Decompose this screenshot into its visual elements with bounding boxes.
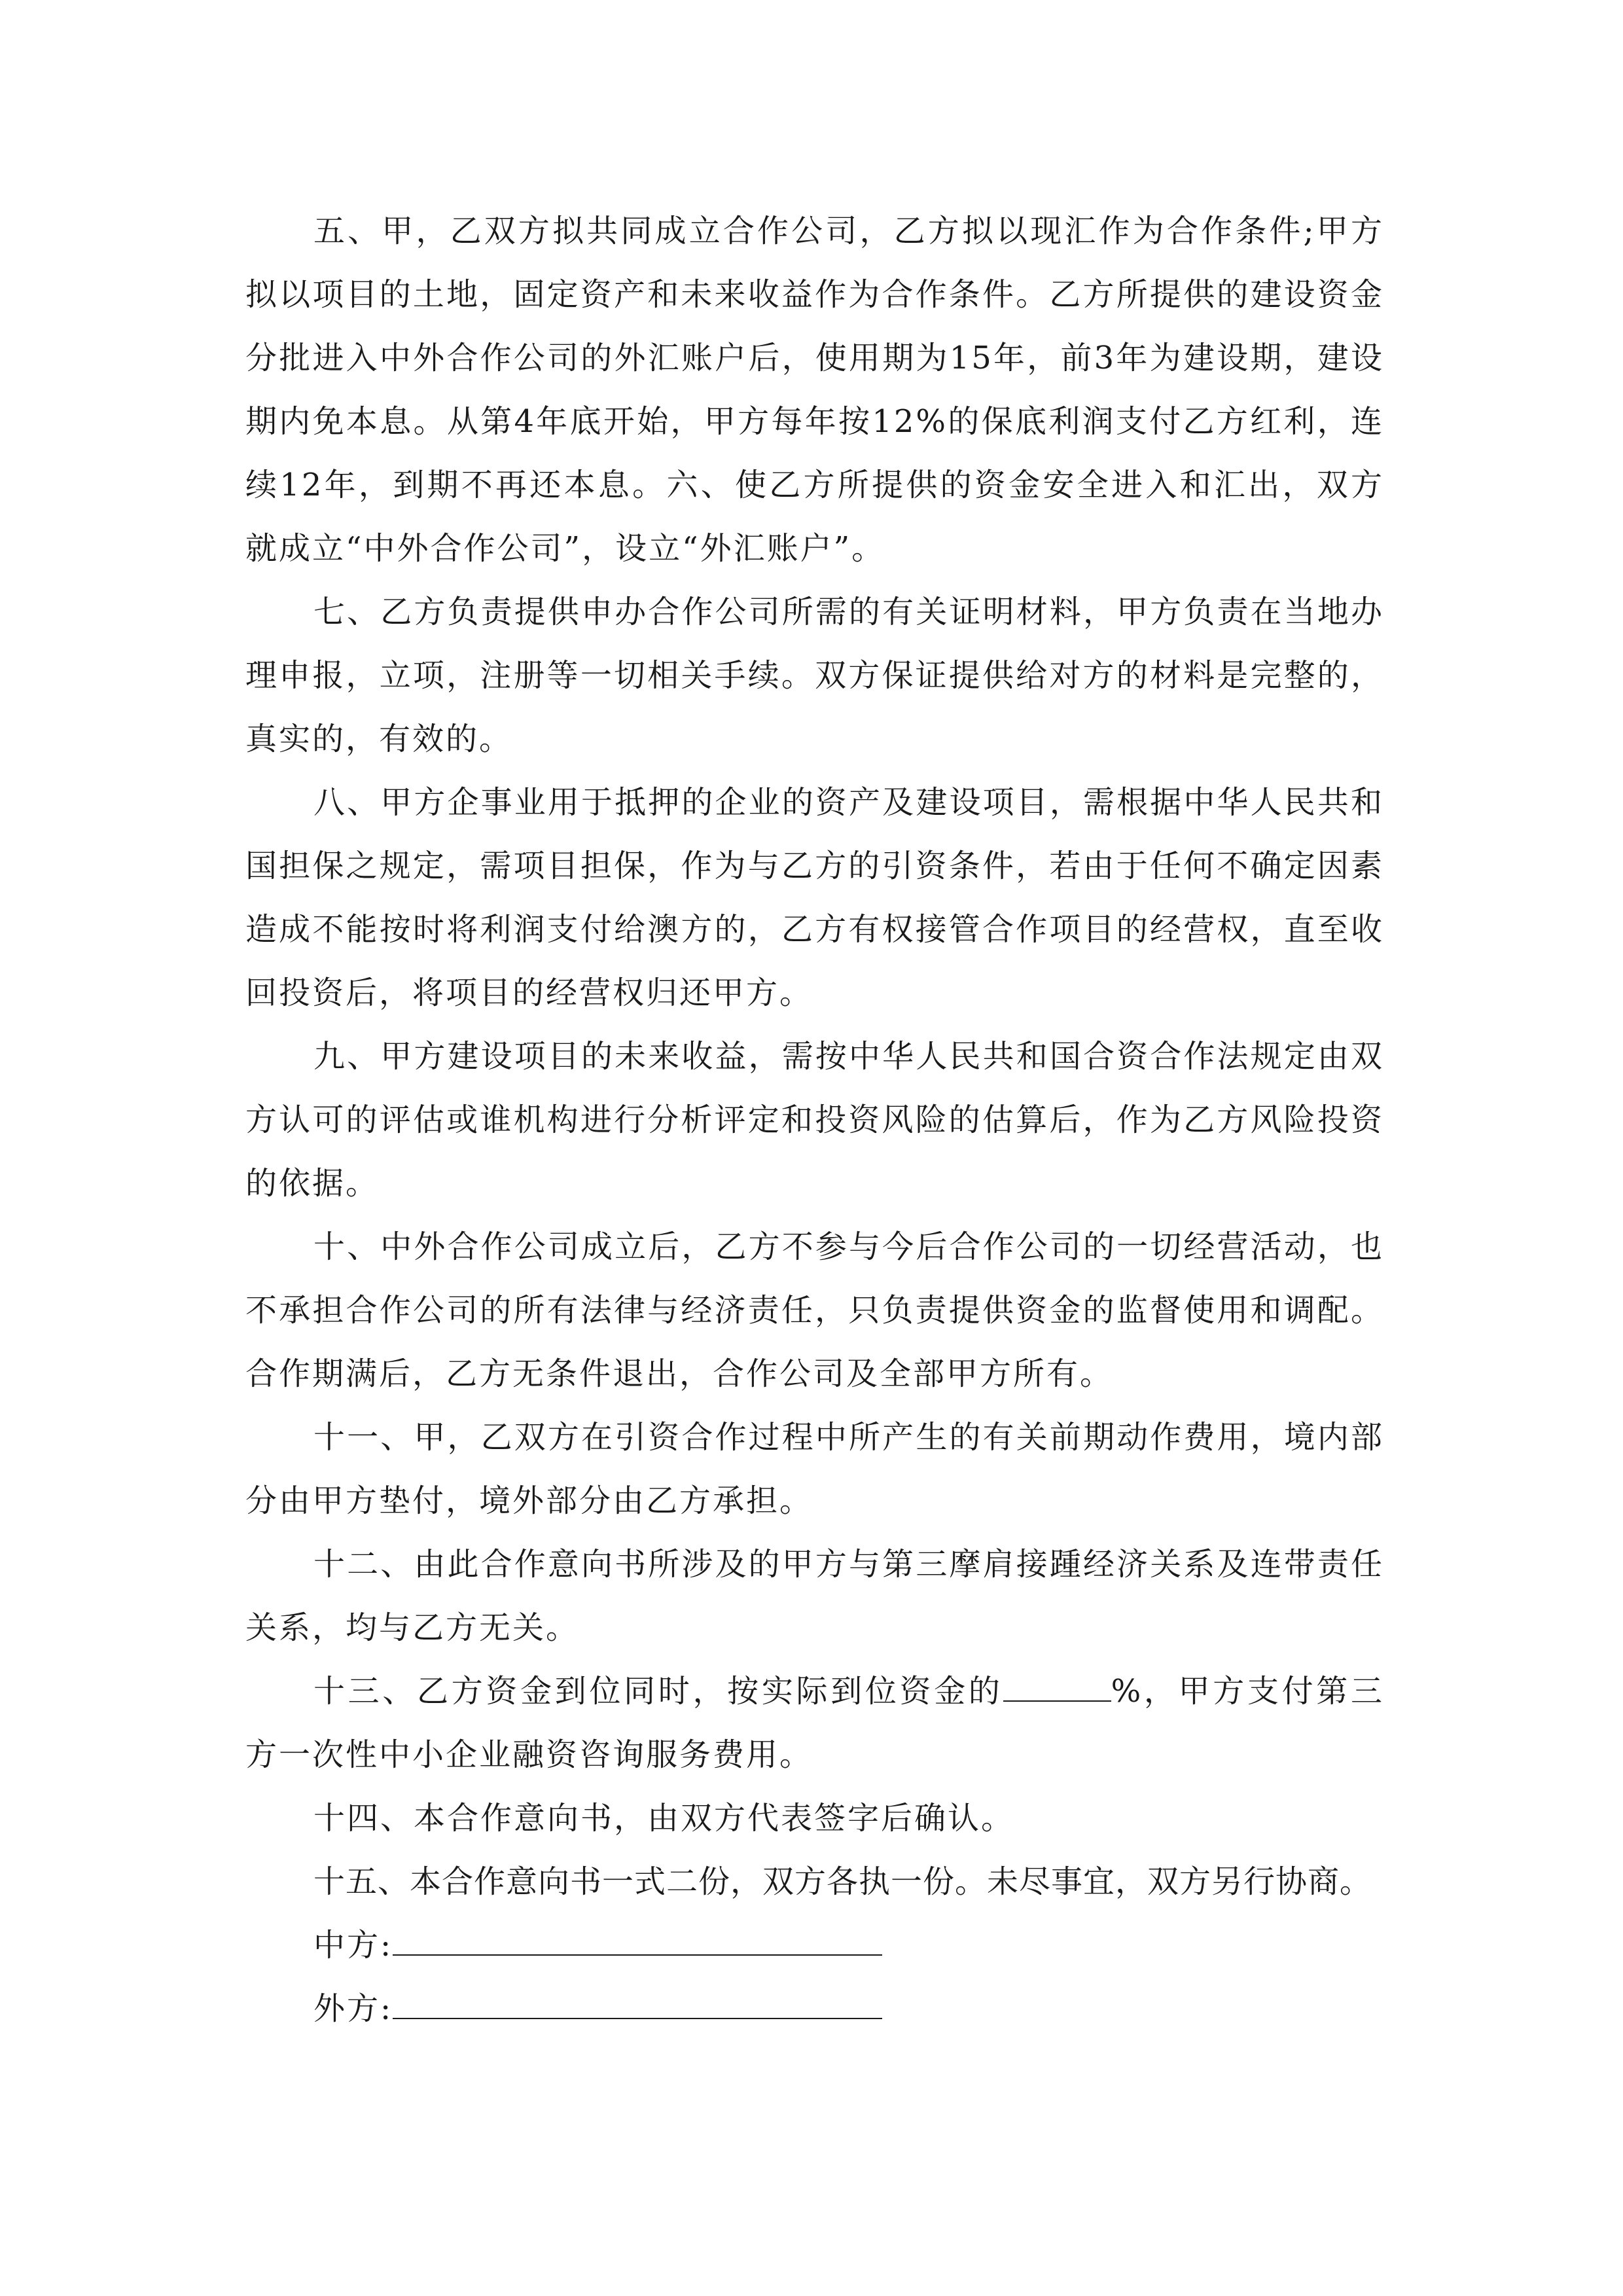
clause-15: 十五、本合作意向书一式二份，双方各执一份。未尽事宜，双方另行协商。 — [313, 1863, 1372, 1900]
clause-13 — [245, 1660, 1384, 1787]
clause-9: 九、甲方建设项目的未来收益，需按中华人民共和国合资合作法规定由双方认可的评估或谁机构进行分析评定和投资风险的估算后，作为乙方风险投资的依据。 — [245, 1038, 1384, 1202]
foreign-party-signature-line — [245, 1977, 1384, 2041]
clause-13-text-before: 十三、乙方资金到位同时，按实际到位资金的 — [313, 1673, 1003, 1710]
clause-10: 十、中外合作公司成立后，乙方不参与今后合作公司的一切经营活动，也不承担合作公司的所有法律与经济责任，只负责提供资金的监督使用和调配。合作期满后，乙方无条件退出，合作公司及全部甲方所有。 — [245, 1229, 1384, 1392]
clause-12: 十二、由此合作意向书所涉及的甲方与第三摩肩接踵经济关系及连带责任关系，均与乙方无关。 — [245, 1546, 1384, 1646]
document-body — [245, 200, 1384, 2041]
clause-8: 八、甲方企事业用于抵押的企业的资产及建设项目，需根据中华人民共和国担保之规定，需项目担保，作为与乙方的引资条件，若由于任何不确定因素造成不能按时将利润支付给澳方的，乙方有权接管合作项目的经营权，直至收回投资后，将项目的经营权归还甲方。 — [245, 784, 1384, 1011]
chinese-party-signature-line — [245, 1914, 1384, 1977]
clause-14: 十四、本合作意向书，由双方代表签字后确认。 — [313, 1800, 1015, 1837]
chinese-party-signature-blank[interactable] — [393, 1928, 882, 1956]
clause-13-text-after: %，甲方支付第三方一次性中小企业融资咨询服务费用。 — [245, 1673, 1384, 1773]
percentage-blank-field[interactable] — [1003, 1674, 1111, 1702]
clause-7: 七、乙方负责提供申办合作公司所需的有关证明材料，甲方负责在当地办理申报，立项，注册等一切相关手续。双方保证提供给对方的材料是完整的，真实的，有效的。 — [245, 594, 1384, 757]
foreign-party-signature-blank[interactable] — [393, 1992, 882, 2019]
chinese-party-label: 中方: — [313, 1927, 393, 1964]
clause-5-6: 五、甲，乙双方拟共同成立合作公司，乙方拟以现汇作为合作条件;甲方拟以项目的土地，固定资产和未来收益作为合作条件。乙方所提供的建设资金分批进入中外合作公司的外汇账户后，使用期为15年，前3年为建设期，建设期内免本息。从第4年底开始，甲方每年按12%的保底利润支付乙方红利，连续12年，到期不再还本息。六、使乙方所提供的资金安全进入和汇出，双方就成立“中外合作公司”，设立“外汇账户”。 — [245, 213, 1384, 567]
clause-11: 十一、甲，乙双方在引资合作过程中所产生的有关前期动作费用，境内部分由甲方垫付，境外部分由乙方承担。 — [245, 1419, 1384, 1519]
foreign-party-label: 外方: — [313, 1990, 393, 2027]
